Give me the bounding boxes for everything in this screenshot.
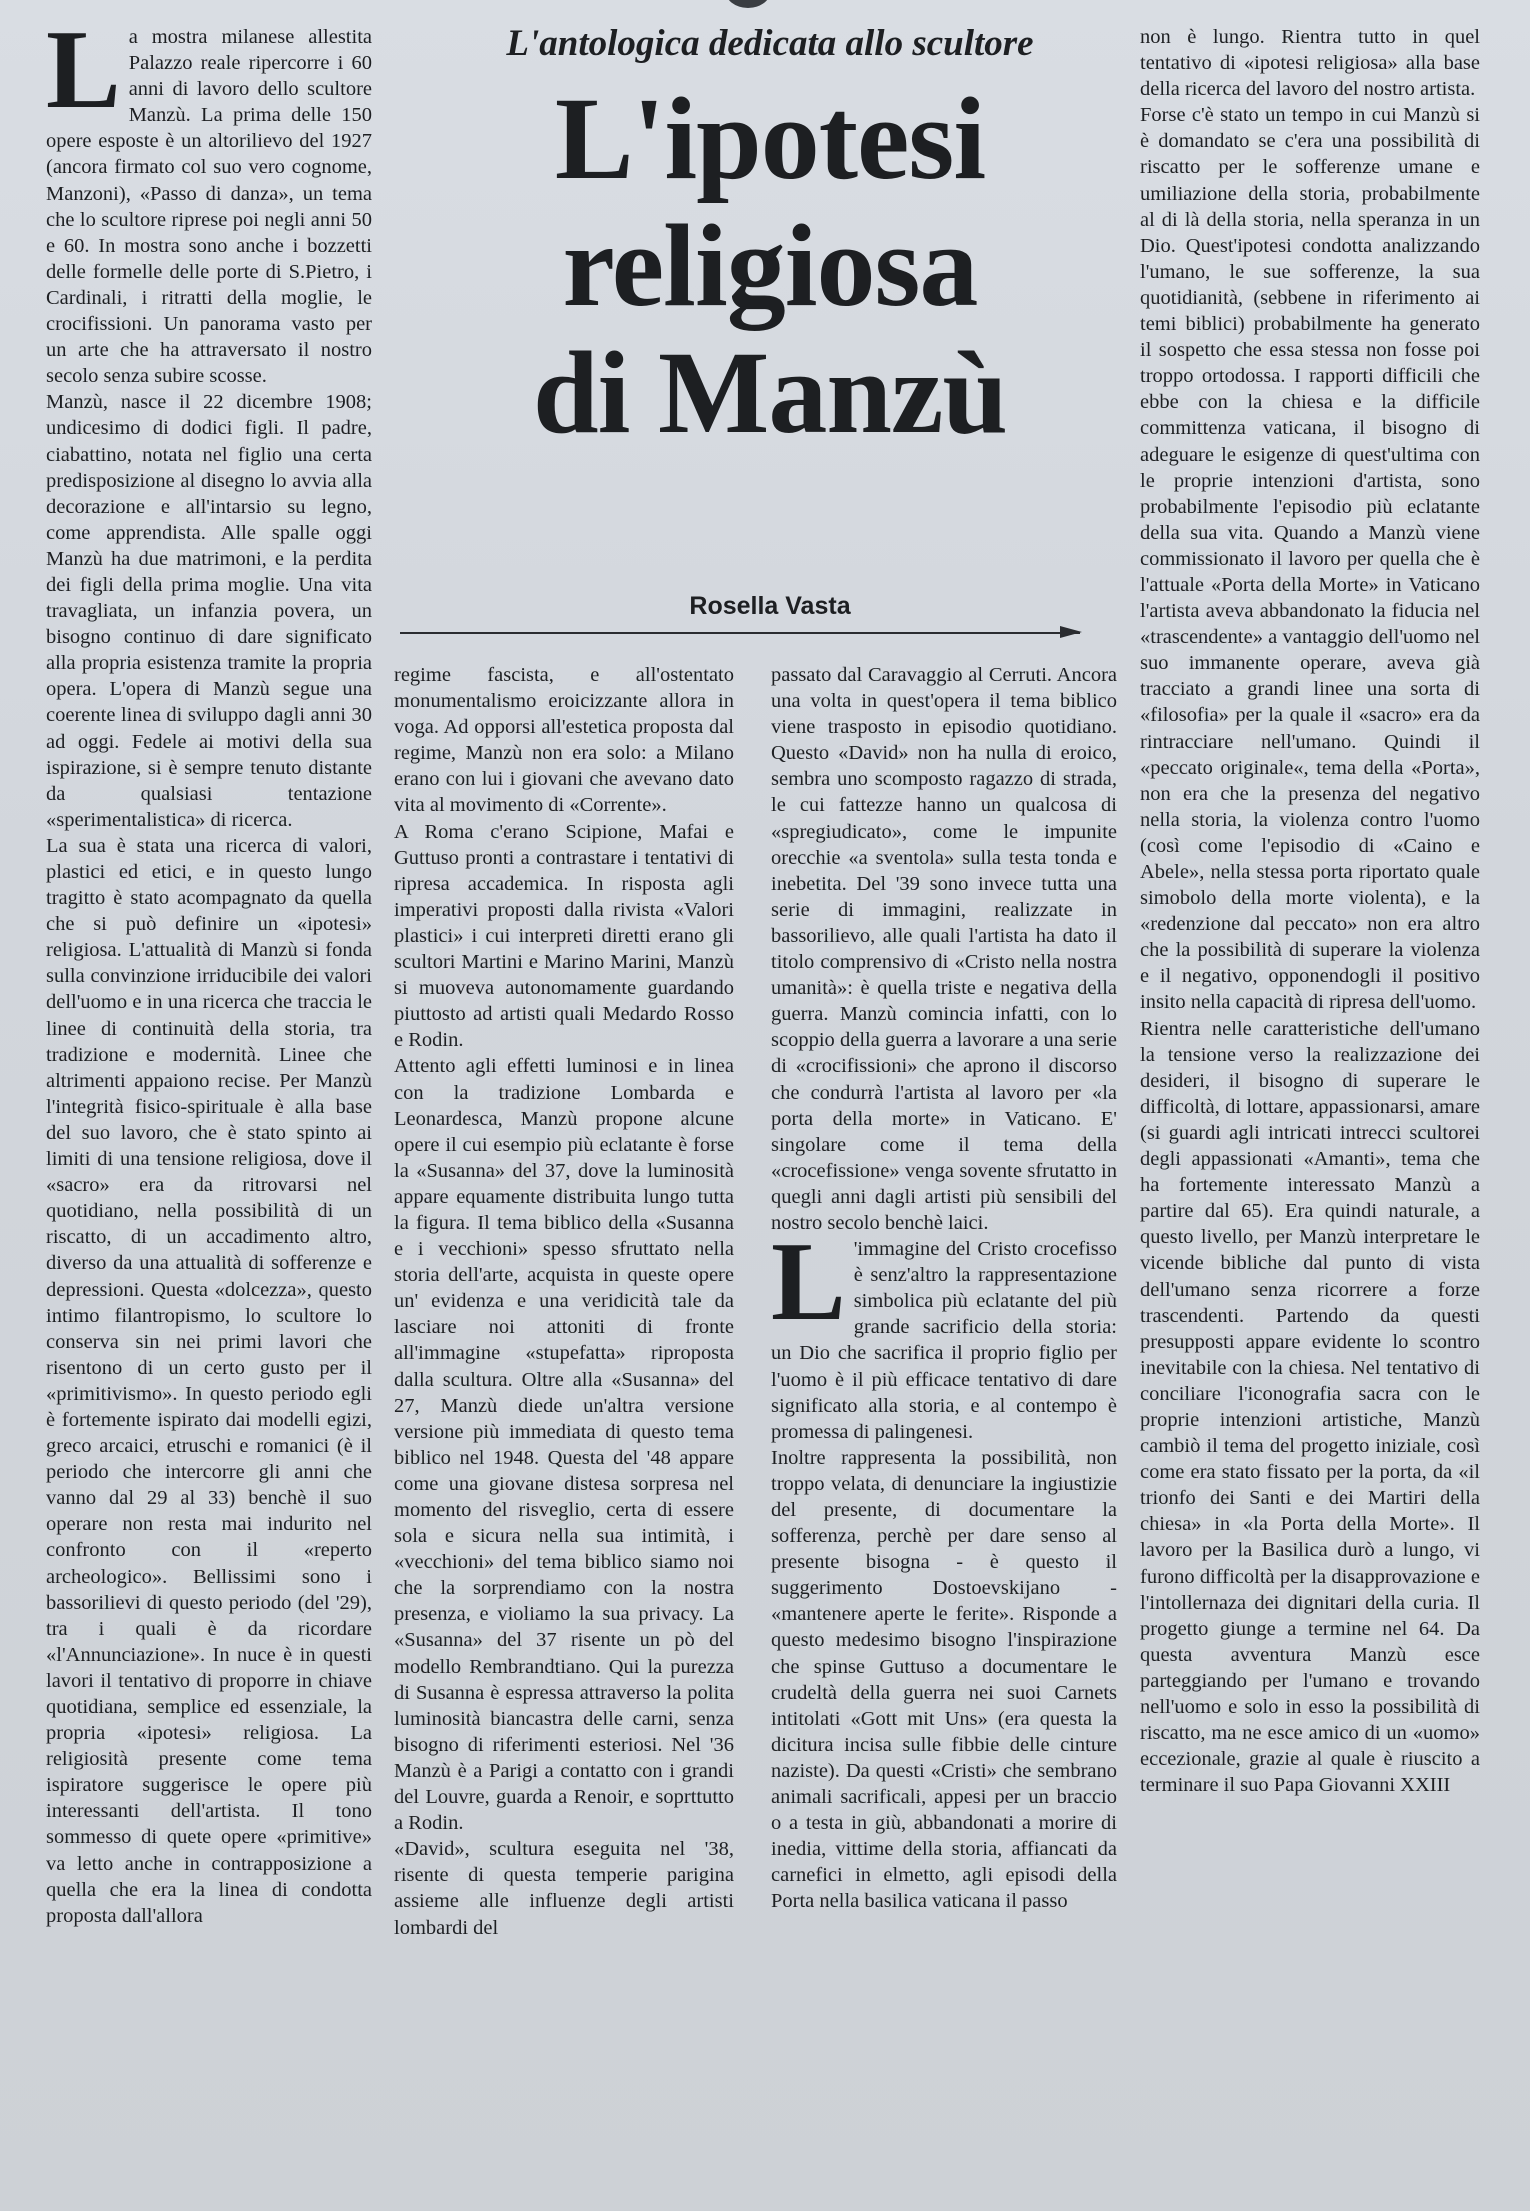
article-column-3: [771, 662, 1117, 2194]
paragraph: Manzù, nasce il 22 dicembre 1908; undicesimo di dodici figli. Il padre, ciabattino, notata nel figlio una certa predisposizione al disegno lo avvia alla decorazione e all'intarsio su legno, come apprendista. Alle spalle oggi Manzù ha due matrimoni, e la perdita dei figli della prima moglie. Una vita travagliata, un infanzia povera, un bisogno continuo di dare significato alla propria esistenza tramite la propria opera. L'opera di Manzù segue una coerente linea di sviluppo dagli anni 30 ad oggi. Fedele ai motivi della sua ispirazione, si è sempre tenuto distante da qualsiasi tentazione «sperimentalistica» di ricerca.: [46, 391, 372, 831]
byline-rule-arrow: [1060, 626, 1082, 638]
article-column-1: [46, 24, 372, 2194]
article-column-4: [1140, 24, 1480, 2194]
headline-line-3: di Manzù: [533, 327, 1007, 458]
byline: Rosella Vasta: [689, 592, 851, 620]
top-seal-graphic: [725, 0, 771, 8]
paragraph: Forse c'è stato un tempo in cui Manzù si è domandato se c'era una possibilità di riscatto per le sofferenze umane e umiliazione della storia, probabilmente al di là della storia, nella speranza in un Dio. Quest'ipotesi condotta analizzando l'umano, le sue sofferenze, la sua quotidianità, (sebbene in riferimento ai temi biblici) probabilmente ha generato il sospetto che essa stessa non fosse poi troppo ortodossa. I rapporti difficili che ebbe con la chiesa e la difficile committenza vaticana, il bisogno di adeguare le esigenze di quest'ultima con le proprie intenzioni d'artista, sono probabilmente l'episodio più eclatante della sua vita. Quando a Manzù viene commissionato il lavoro per quella che è l'attuale «Porta della Morte» in Vaticano l'artista aveva abbandonato la fiducia nel «trascendente» a vantaggio dell'uomo nel suo immanente operare, aveva già tracciato a grandi linee una sorta di «filosofia» per la quale il «sacro» era da rintracciare nell'umano. Quindi il «peccato originale«, tema della «Porta», non era che la presenza del negativo nella storia, la violenza contro l'uomo (così come l'episodio di «Caino e Abele», nella stessa porta riportato quale simobolo della morte violenta), e la «redenzione dal peccato» non era altro che la possibilità di superare la violenza e il negativo, opponendogli il positivo insito nella capacità di ripresa dell'uomo.: [1140, 104, 1480, 1014]
paragraph: Inoltre rappresenta la possibilità, non troppo velata, di denunciare la ingiustizie del presente, di documentare la sofferenza, perchè per dare senso al presente bisogna - è questo il suggerimento Dostoevskijano - «mantenere aperte le ferite». Risponde a questo medesimo bisogno l'inspirazione che spinse Guttuso a documentare le crudeltà della guerra nei suoi Carnets intitolati «Gott mit Uns» (era questa la dicitura incisa sulle fibbie delle cinture naziste). Da questi «Cristi» che sembrano animali sacrificali, appesi per un braccio o a testa in giù, abbandonati a morire di inedia, vittime della storia, affiancati da carnefici in elmetto, agli episodi della Porta nella basilica vaticana il passo: [771, 1446, 1117, 1913]
paragraph: 'immagine del Cristo crocefisso è senz'altro la rappresentazione simbolica più eclatante del più grande sacrificio della storia: un Dio che sacrifica il proprio figlio per l'uomo è il più efficace tentativo di dare significato alla storia, e al contempo è promessa di palingenesi.: [771, 1238, 1117, 1443]
byline-rule: [400, 632, 1080, 634]
paragraph: non è lungo. Rientra tutto in quel tentativo di «ipotesi religiosa» alla base della ricerca del lavoro del nostro artista.: [1140, 26, 1480, 101]
headline-line-1: L'ipotesi: [554, 73, 986, 204]
kicker: L'antologica dedicata allo scultore: [506, 23, 1034, 64]
paragraph: Attento agli effetti luminosi e in linea con la tradizione Lombarda e Leonardesca, Manzù propone alcune opere il cui esempio più eclatante è forse la «Susanna» del 37, dove la luminosità appare equamente distribuita lungo tutta la figura. Il tema biblico della «Susanna e i vecchioni» spesso sfruttato nella storia dell'arte, acquista in queste opere un' evidenza e una veridicità tale da lasciare noi attoniti di fronte all'immagine «stupefatta» riproposta dalla scultura. Oltre alla «Susanna» del 27, Manzù diede un'altra versione versione più immediata di questo tema biblico nel 1948. Questa del '48 appare come una giovane distesa sorpresa nel momento del risveglio, certa di essere sola e sicura nella sua intimità, i «vecchioni» del tema biblico siamo noi che la sorprendiamo con la nostra presenza, e violiamo la sua privacy. La «Susanna» del 37 risente un pò del modello Rembrandtiano. Qui la purezza di Susanna è espressa attraverso la polita luminosità biancastra delle carni, senza bisogno di riferimenti esteriosi. Nel '36 Manzù è a Parigi a contatto con i grandi del Louvre, guarda a Renoir, e soprttutto a Rodin.: [394, 1055, 734, 1835]
paragraph: La sua è stata una ricerca di valori, plastici ed etici, e in questo lungo tragitto è stato acompagnato da quella che si può definire un «ipotesi» religiosa. L'attualità di Manzù si fonda sulla convinzione irriducibile dei valori dell'uomo e in una ricerca che traccia le linee di continuità della storia, tra tradizione e modernità. Linee che altrimenti appaiono recise. Per Manzù l'integrità fisico-spirituale è alla base del suo lavoro, che è stato spinto ai limiti di una tensione religiosa, dove il «sacro» era da ritrovarsi nel quotidiano, nella possibilità di un riscatto, di un accadimento altro, diverso da una attualità di sofferenze e depressioni. Questa «dolcezza», questo intimo filantropismo, lo scultore lo conserva sin nei primi lavori che risentono di un certo gusto per il «primitivismo». In questo periodo egli è fortemente ispirato dai modelli egizi, greco arcaici, etruschi e romanici (è il periodo che intercorre gli anni che vanno dal 29 al 33) benchè il suo operare non resta mai indurito nel confronto con il «reperto archeologico». Bellissimi sono i bassorilievi di questo periodo (del '29), tra i quali è da ricordare «l'Annunciazione». In nuce è in questi lavori il tentativo di proporre in chiave quotidiana, semplice ed essenziale, la propria «ipotesi» religiosa. La religiosità presente come tema ispiratore suggerisce le opere più interessanti dell'artista. Il tono sommesso di quete opere «primitive» va letto anche in contrapposizione a quella che era la linea di condotta proposta dall'allora: [46, 834, 372, 1927]
dropcap: L: [46, 24, 121, 132]
paragraph: passato dal Caravaggio al Cerruti. Ancora una volta in quest'opera il tema biblico viene trasposto in episodio quotidiano. Questo «David» non ha nulla di eroico, sembra uno scomposto ragazzo di strada, le cui fattezze hanno un qualcosa di «spregiudicato», come le impunite orecchie «a sventola» sulla testa tonda e inebetita. Del '39 sono invece tutta una serie di immagini, realizzate in bassorilievo, alle quali l'artista ha dato il titolo comprensivo di «Cristo nella nostra umanità»: è quella triste e negativa della guerra. Manzù comincia infatti, con lo scoppio della guerra a lavorare a una serie di «crocifissioni» che aprono il discorso che condurrà l'artista al lavoro per «la porta della morte» in Vaticano. E' singolare come il tema della «crocefissione» venga sovente sfrutatto in quegli anni dagli artisti più sensibili del nostro secolo benchè laici.: [771, 664, 1117, 1234]
paragraph: Rientra nelle caratteristiche dell'umano la tensione verso la realizzazione dei desideri, il bisogno di superare le difficoltà, di lottare, appassionarsi, amare (si guardi agli intricati intrecci scultorei degli appassionati «Amanti», tema che ha fortemente interessato Manzù a partire dal 65). Era quindi naturale, a questo livello, per Manzù interpretare le vicende bibliche dal punto di vista dell'umano senza ricorrere a forze trascendenti. Partendo da questi presupposti appare evidente lo scontro inevitabile con la chiesa. Nel tentativo di conciliare l'iconografia sacra con le proprie intenzioni artistiche, Manzù cambiò il tema del progetto iniziale, così come era stato fissato per la porta, da «il trionfo dei Santi e dei Martiri della chiesa» in «la Porta della Morte». Il lavoro per la Basilica durò a lungo, vi furono difficoltà per la disapprovazione e l'intollernaza dei dignitari della curia. Il progetto giunge a termine nel 64. Da questa avventura Manzù esce parteggiando per l'umano e trovando nell'uomo e solo in esso la possibilità di riscatto, ma ne esce amico di un «uomo» eccezionale, grazie al quale è riuscito a terminare il suo Papa Giovanni XXIII: [1140, 1017, 1480, 1797]
headline: [410, 75, 1130, 456]
article-column-2: [394, 662, 734, 2194]
paragraph: A Roma c'erano Scipione, Mafai e Guttuso pronti a contrastare i tentativi di ripresa accademica. In risposta agli imperativi proposti dalla rivista «Valori plastici» i cui interpreti diretti erano gli scultori Martini e Marino Marini, Manzù si muoveva autonomamente guardando piuttosto ad artisti quali Medardo Rosso e Rodin.: [394, 820, 734, 1052]
headline-line-2: religiosa: [562, 200, 978, 331]
dropcap: L: [771, 1220, 846, 1345]
paragraph: «David», scultura eseguita nel '38, risente di questa temperie parigina assieme alle influenze degli artisti lombardi del: [394, 1838, 734, 1939]
paragraph: regime fascista, e all'ostentato monumentalismo eroicizzante allora in voga. Ad opporsi all'estetica proposta dal regime, Manzù non era solo: a Milano erano con lui i giovani che avevano dato vita al movimento di «Corrente».: [394, 664, 734, 817]
paragraph: a mostra milanese allestita Palazzo reale ripercorre i 60 anni di lavoro dello scultore Manzù. La prima delle 150 opere esposte è un altorilievo del 1927 (ancora firmato col suo vero cognome, Manzoni), «Passo di danza», un tema che lo scultore riprese poi negli anni 50 e 60. In mostra sono anche i bozzetti delle formelle delle porte di S.Pietro, i Cardinali, i ritratti della moglie, le crocifissioni. Un panorama vasto per un arte che ha attraversato il nostro secolo senza subire scosse.: [46, 26, 372, 388]
